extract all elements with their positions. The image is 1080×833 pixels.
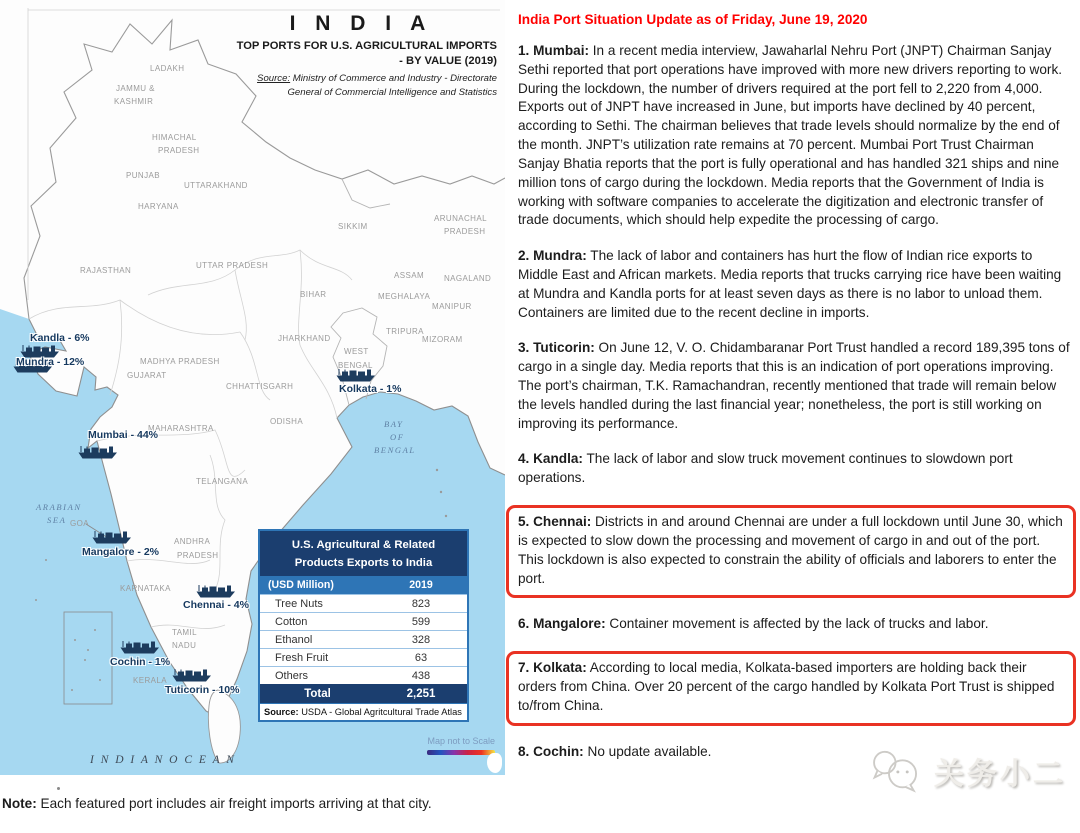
state-label: WEST [344,347,369,356]
state-label: BENGAL [338,361,373,370]
state-label: BIHAR [300,290,327,299]
port-label: Kolkata - 1% [339,383,402,395]
table-title: U.S. Agricultural & Related Products Exports to India [260,531,467,576]
article-title: India Port Situation Update as of Friday, June 19, 2020 [518,12,868,27]
state-label: NAGALAND [444,274,492,283]
state-label: MEGHALAYA [378,292,431,301]
paragraph-tuticorin: 3. Tuticorin: On June 12, V. O. Chidambaranar Port Trust handled a record 189,395 tons of cargo in a single day. Media reports that this is an indication of port operations improving. The port’s chairman, T.K. Ramachandran, recently mentioned that trade will remain below the levels handled during the last financial year; nonetheless, the port is still working on improving its performance. [518,340,1070,431]
sea-label: ARABIAN [36,502,82,512]
state-label: MANIPUR [432,302,472,311]
port-label: Kandla - 6% [30,332,90,344]
table-row: Ethanol 328 [260,630,467,648]
sea-label: SEA [47,515,67,525]
port-label: Tuticorin - 10% [165,684,240,696]
note-line [2,796,507,811]
paragraph-mangalore: 6. Mangalore: Container movement is affected by the lack of trucks and labor. [518,616,989,632]
cargo-ship-icon [196,585,236,598]
state-label: PRADESH [177,551,219,560]
paragraph-kolkata-highlighted: 7. Kolkata: According to local media, Kolkata-based importers are holding back their orders from China. Over 20 percent of the cargo handled by Kolkata Port Trust is shipped to/from China. [506,651,1076,725]
india-port-map [0,0,510,833]
cargo-ship-icon [336,369,376,382]
paragraph-mundra: 2. Mundra: The lack of labor and containers has hurt the flow of Indian rice exports to Middle East and African markets. Media reports that trucks carrying rice have been waiting at Mundra and Kandla ports for at least seven days as there is no labor to unload them. Containers are limited due to the recent decline in imports. [518,248,1062,320]
map-source-line1: Ministry of Commerce and Industry - Directorate [290,73,497,85]
map-subtitle-line2: - BY VALUE (2019) [399,55,497,68]
table-row: Fresh Fruit 63 [260,648,467,666]
state-label: ANDHRA [174,537,211,546]
state-label: ARUNACHAL [434,214,487,223]
state-label: NADU [172,641,197,650]
state-label: KERALA [133,676,167,685]
port-label: Mangalore - 2% [82,546,160,558]
state-label: CHHATTISGARH [226,382,294,391]
scale-gradient-bar [427,750,495,755]
state-label: MADHYA PRADESH [140,357,220,366]
state-label: ASSAM [394,271,425,280]
state-label: KARNATAKA [120,584,171,593]
table-row: Others 438 [260,666,467,684]
table-header-row [260,576,467,594]
paragraph-chennai-highlighted: 5. Chennai: Districts in and around Chennai are under a full lockdown until June 30, which is expected to slow down the processing and movement of cargo in and out of the port. This lockdown is also expected to constrain the ability of officials and laborers to enter the port. [506,505,1076,598]
map-source-label: Source: [257,73,291,85]
state-label: JHARKHAND [278,334,331,343]
watermark-text: 关务小二 [934,758,1066,791]
map-title: I N D I A [289,12,433,35]
sea-label: BENGAL [374,445,416,455]
sea-label: OF [390,432,405,442]
paragraph-cochin: 8. Cochin: No update available. [518,743,712,759]
watermark [868,748,1066,794]
cargo-ship-icon [172,669,212,682]
state-label: HARYANA [138,202,179,211]
state-label: TAMIL [172,628,197,637]
table-row: Cotton 599 [260,612,467,630]
table-year-header: 2019 [409,579,433,592]
port-situation-article [514,0,1074,778]
state-label: GOA [70,519,89,528]
map-subtitle-line1: TOP PORTS FOR U.S. AGRICULTURAL IMPORTS [236,40,497,52]
state-label: MIZORAM [422,335,463,344]
state-label: LADAKH [150,64,185,73]
cargo-ship-icon [120,641,160,654]
port-label: Mundra - 12% [16,356,85,368]
state-label: UTTARAKHAND [184,181,248,190]
state-label: SIKKIM [338,222,368,231]
table-total-row: Total 2,251 [260,684,467,703]
table-row: Tree Nuts 823 [260,594,467,612]
table-source: Source: USDA - Global Agritcultural Trade Atlas [260,703,467,720]
state-label: JAMMU & [116,84,155,93]
note-label: Note: [2,796,37,811]
wechat-icon [868,748,924,794]
paragraph-kandla: 4. Kandla: The lack of labor and slow truck movement continues to slowdown port operations. [518,451,1013,486]
island-blob [487,753,502,773]
state-label: UTTAR PRADESH [196,261,269,270]
state-label: PUNJAB [126,171,160,180]
table-unit-label: (USD Million) [268,579,334,592]
state-label: MAHARASHTRA [148,424,214,433]
port-label: Chennai - 4% [183,599,249,611]
ocean-label: I N D I A N O C E A N [90,754,236,766]
cargo-ship-icon [92,531,132,544]
state-label: ODISHA [270,417,304,426]
paragraph-mumbai: 1. Mumbai: In a recent media interview, Jawaharlal Nehru Port (JNPT) Chairman Sanjay Sethi reported that port operations have improved with more new drivers reporting to work. During the lockdown, the number of drivers required at the port fell to 2,220 from 4,000. Exports out of JNPT have increased in June, but imports have declined by 40 percent, according to Sethi. The chairman believes that trade levels should normalize by the end of the month. JNPT’s utilization rate remains at 70 percent. Mumbai Port Trust Chairman Sanjay Bhatia reports that the port is fully operational and has handled 321 ships and nine million tons of cargo during the lockdown. Media reports that the Government of India is working with software companies to accelerate the digitization and electronic transfer of trade documents, which should help expedite the processing of cargo. [518,43,1063,228]
port-label: Cochin - 1% [110,656,171,668]
state-label: HIMACHAL [152,133,197,142]
sea-label: BAY [384,419,404,429]
state-label: RAJASTHAN [80,266,132,275]
map-scale-note: Map not to Scale [427,736,495,746]
small-dot [57,787,60,790]
note-text: Each featured port includes air freight imports arriving at that city. [36,796,432,811]
state-label: PRADESH [444,227,486,236]
state-label: GUJARAT [127,371,167,380]
state-label: TRIPURA [386,327,424,336]
state-label: PRADESH [158,146,200,155]
state-label: KASHMIR [114,97,154,106]
cargo-ship-icon [78,446,118,459]
state-label: TELANGANA [196,477,249,486]
port-label: Mumbai - 44% [88,429,159,441]
usda-exports-table [258,529,469,722]
map-source-line2: General of Commercial Intelligence and Statistics [287,87,497,99]
